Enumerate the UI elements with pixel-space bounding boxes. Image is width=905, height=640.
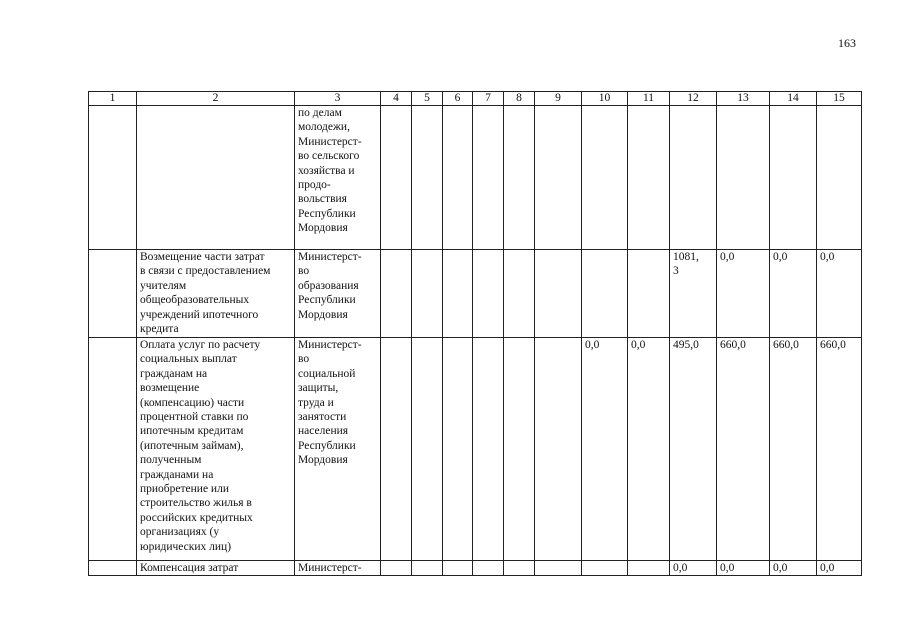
page-number: 163 bbox=[838, 36, 856, 50]
column-number: 12 bbox=[670, 92, 717, 106]
column-number: 2 bbox=[137, 92, 295, 106]
column-number: 7 bbox=[473, 92, 504, 106]
table-cell bbox=[412, 338, 443, 561]
table-row bbox=[89, 106, 862, 250]
table-cell bbox=[412, 106, 443, 250]
table-cell: 660,0 bbox=[770, 338, 817, 561]
table-cell: 0,0 bbox=[770, 561, 817, 576]
table-cell bbox=[473, 250, 504, 338]
table-cell: Оплата услуг по расчету социальных выплат гражданам на возмещение (компенсацию) части процентной ставки по ипотечным кредитам (ипотечным займам), полученным гражданами на приобретение или строительство жилья в российских кредитных организациях (у юридических лиц) bbox=[137, 338, 295, 561]
table-cell bbox=[670, 106, 717, 250]
table-cell bbox=[381, 106, 412, 250]
column-number: 1 bbox=[89, 92, 137, 106]
table-cell bbox=[443, 338, 473, 561]
table-cell bbox=[535, 250, 582, 338]
table-cell bbox=[412, 561, 443, 576]
table-cell: Министерст- bbox=[295, 561, 381, 576]
table-cell bbox=[89, 106, 137, 250]
table-cell: Министерст- во социальной защиты, труда и занятости населения Республики Мордовия bbox=[295, 338, 381, 561]
table-cell bbox=[628, 106, 670, 250]
table-cell bbox=[443, 250, 473, 338]
table-cell: 0,0 bbox=[717, 561, 770, 576]
table-cell bbox=[381, 338, 412, 561]
table-cell bbox=[535, 106, 582, 250]
table-cell: 0,0 bbox=[770, 250, 817, 338]
table-cell: Возмещение части затрат в связи с предоставлением учителям общеобразовательных учреждений ипотечного кредита bbox=[137, 250, 295, 338]
table-row bbox=[89, 250, 862, 338]
table-body bbox=[89, 106, 862, 576]
table-cell bbox=[504, 338, 535, 561]
table-cell: 495,0 bbox=[670, 338, 717, 561]
table-cell bbox=[473, 106, 504, 250]
table-cell bbox=[504, 561, 535, 576]
table-cell: 660,0 bbox=[717, 338, 770, 561]
column-number: 10 bbox=[582, 92, 628, 106]
table-cell bbox=[504, 250, 535, 338]
table-cell: 0,0 bbox=[582, 338, 628, 561]
table-cell bbox=[89, 561, 137, 576]
table-cell bbox=[473, 561, 504, 576]
table-cell bbox=[535, 561, 582, 576]
column-number-row bbox=[89, 92, 862, 106]
table-cell bbox=[770, 106, 817, 250]
table-cell bbox=[628, 250, 670, 338]
table-cell bbox=[412, 250, 443, 338]
table-cell: 0,0 bbox=[817, 250, 862, 338]
column-number: 14 bbox=[770, 92, 817, 106]
table-cell: 0,0 bbox=[670, 561, 717, 576]
table-row bbox=[89, 338, 862, 561]
table-cell bbox=[504, 106, 535, 250]
table-cell: 1081, 3 bbox=[670, 250, 717, 338]
table-cell bbox=[582, 561, 628, 576]
table-cell bbox=[89, 250, 137, 338]
column-number: 3 bbox=[295, 92, 381, 106]
table-cell: по делам молодежи, Министерст- во сельского хозяйства и продо- вольствия Республики Мордовия bbox=[295, 106, 381, 250]
table-cell bbox=[381, 250, 412, 338]
column-number: 4 bbox=[381, 92, 412, 106]
table-cell: 0,0 bbox=[628, 338, 670, 561]
table-cell: Компенсация затрат bbox=[137, 561, 295, 576]
table-cell: 0,0 bbox=[817, 561, 862, 576]
table-cell: 0,0 bbox=[717, 250, 770, 338]
table-cell bbox=[582, 106, 628, 250]
table-cell bbox=[89, 338, 137, 561]
column-number: 9 bbox=[535, 92, 582, 106]
table-cell bbox=[137, 106, 295, 250]
table-cell bbox=[443, 106, 473, 250]
table-cell bbox=[473, 338, 504, 561]
budget-table bbox=[88, 91, 862, 576]
table-cell bbox=[582, 250, 628, 338]
table-cell bbox=[817, 106, 862, 250]
column-number: 15 bbox=[817, 92, 862, 106]
table-cell: Министерст- во образования Республики Мордовия bbox=[295, 250, 381, 338]
column-number: 8 bbox=[504, 92, 535, 106]
column-number: 6 bbox=[443, 92, 473, 106]
table-cell: 660,0 bbox=[817, 338, 862, 561]
column-number: 5 bbox=[412, 92, 443, 106]
table-cell bbox=[717, 106, 770, 250]
table-cell bbox=[381, 561, 412, 576]
table-row bbox=[89, 561, 862, 576]
table-cell bbox=[535, 338, 582, 561]
table-cell bbox=[628, 561, 670, 576]
column-number: 11 bbox=[628, 92, 670, 106]
table-cell bbox=[443, 561, 473, 576]
column-number: 13 bbox=[717, 92, 770, 106]
